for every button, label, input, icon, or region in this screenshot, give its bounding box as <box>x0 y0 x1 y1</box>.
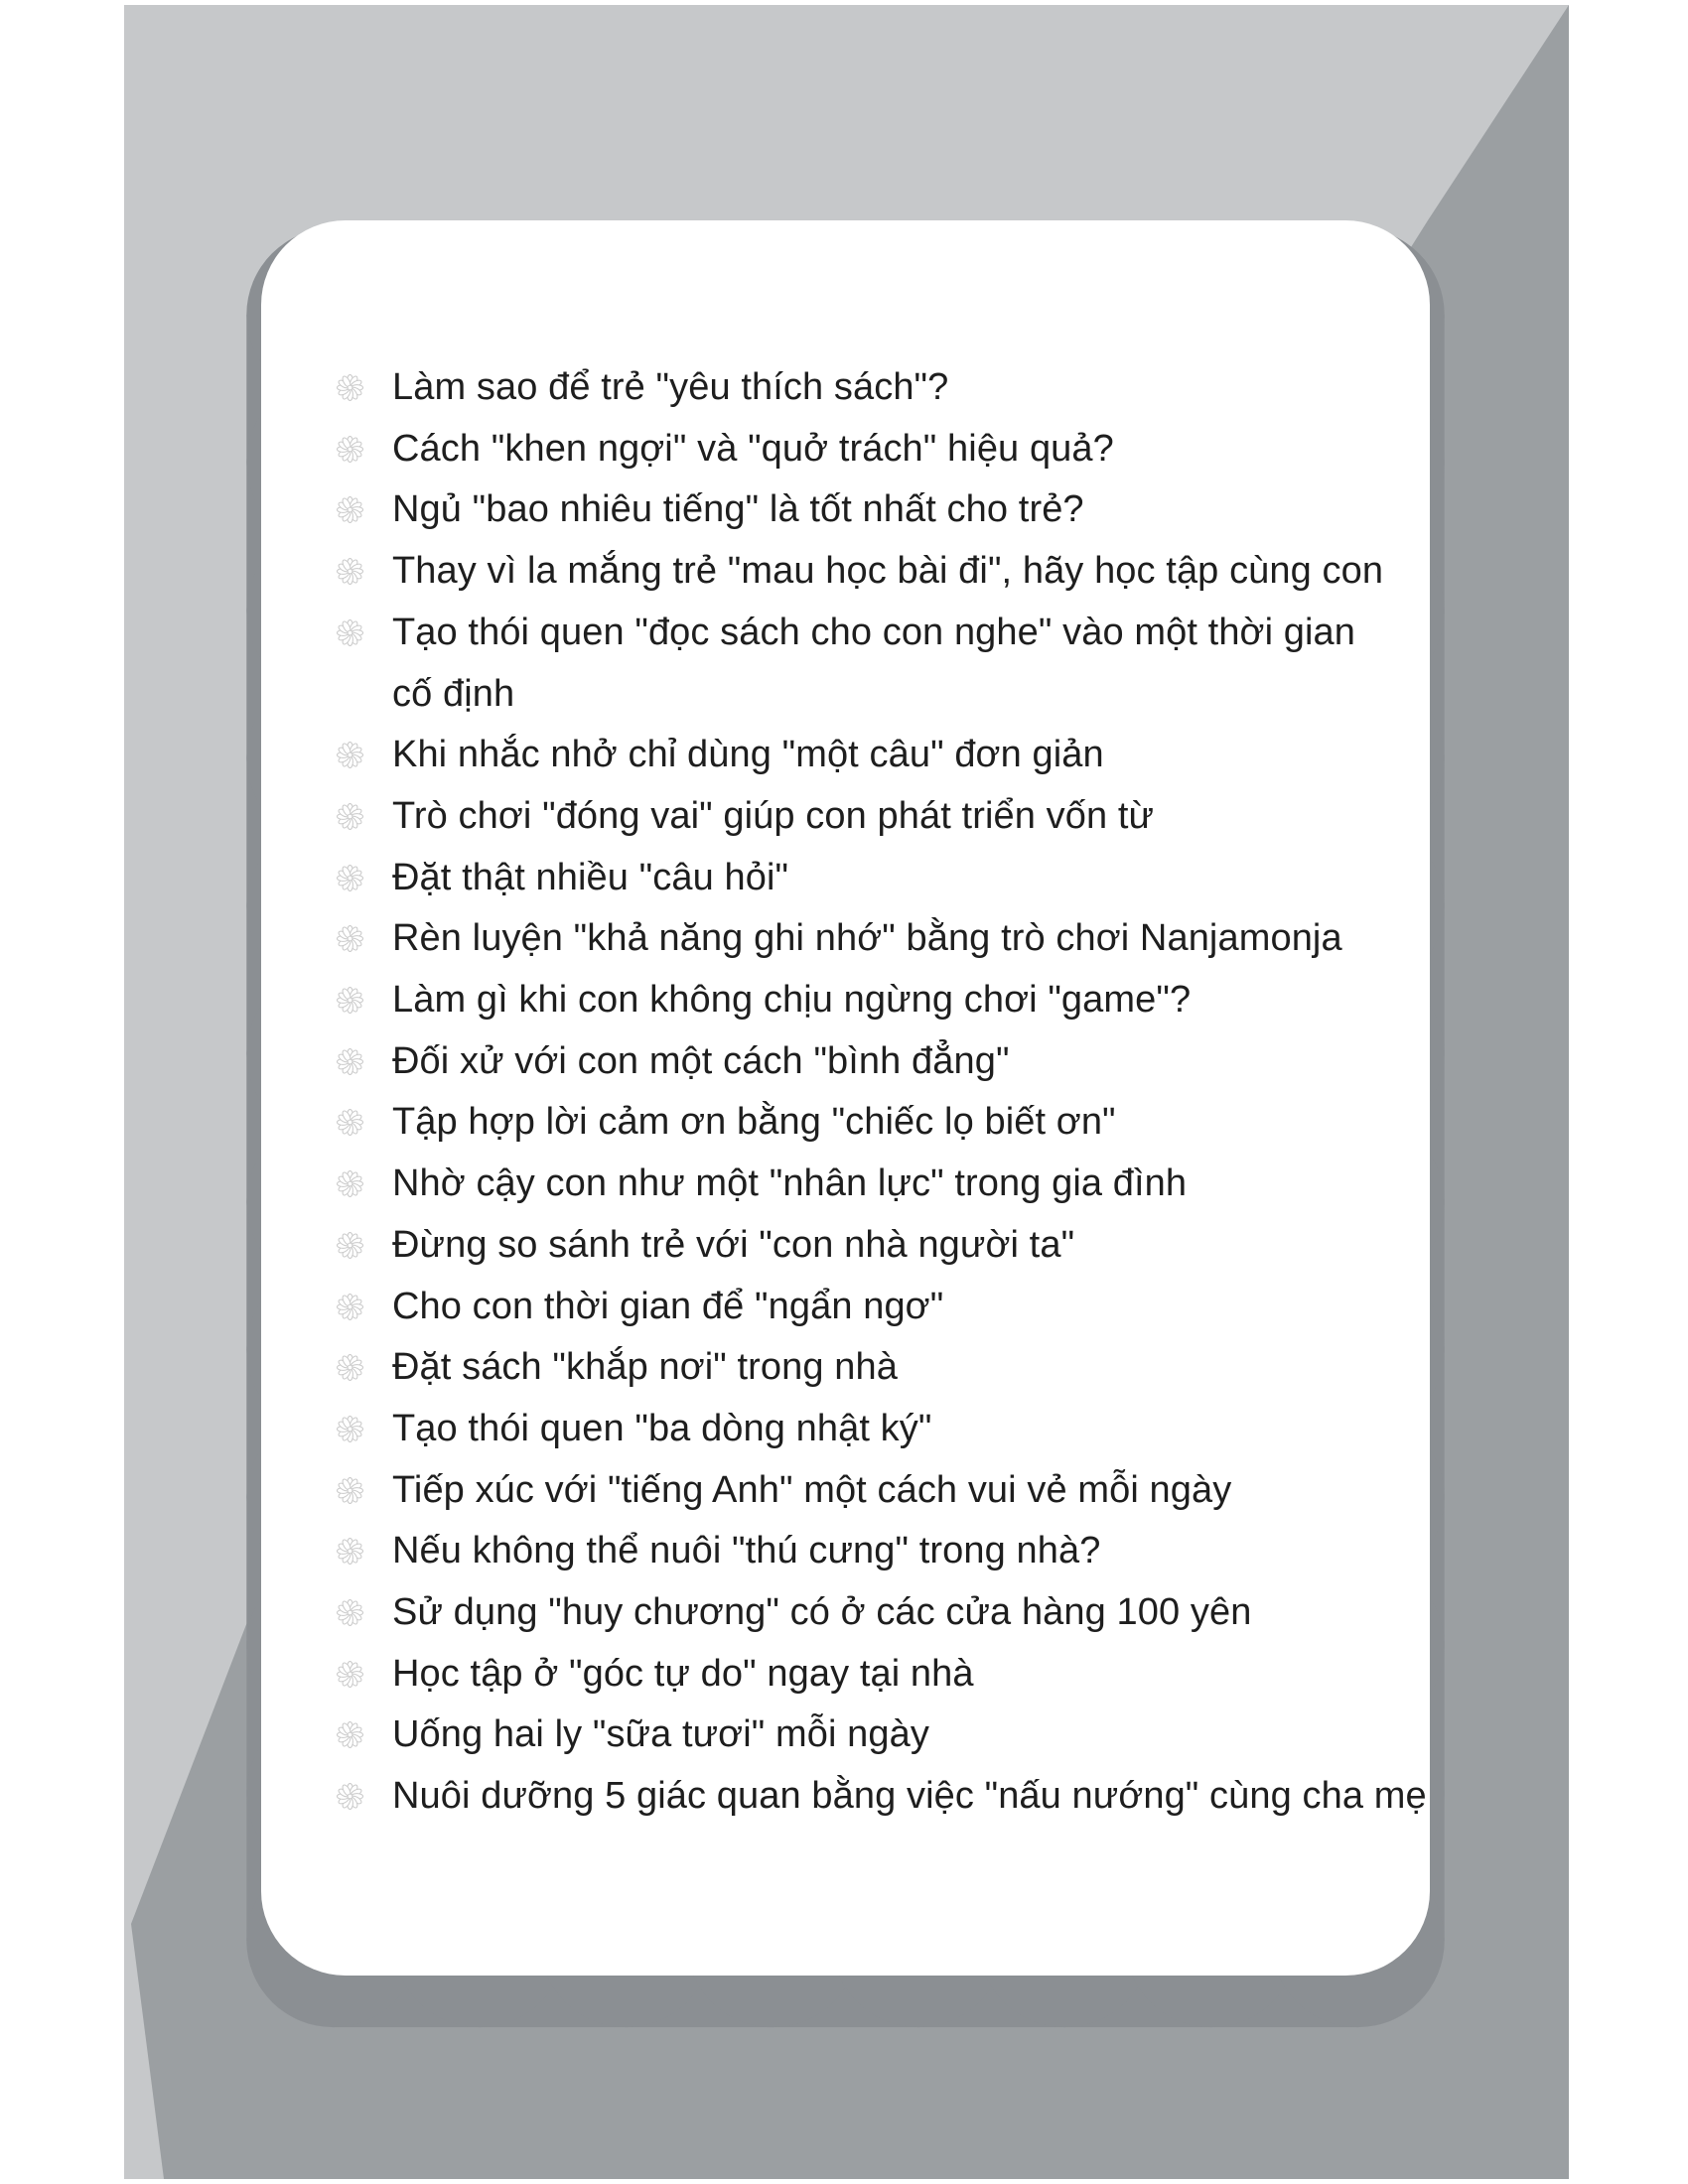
flower-bullet-icon <box>328 1477 392 1504</box>
list-item <box>328 1460 1440 1522</box>
list-item <box>328 1277 1440 1338</box>
list-item <box>328 603 1440 725</box>
list-item <box>328 1521 1440 1582</box>
flower-bullet-icon <box>328 1599 392 1626</box>
list-item <box>328 1154 1440 1215</box>
list-item-text-line1: Trò chơi "đóng vai" giúp con phát triển vốn từ <box>392 794 1155 837</box>
flower-bullet-icon <box>328 1232 392 1259</box>
list-item-text <box>392 357 948 419</box>
list-item <box>328 1766 1440 1828</box>
flower-bullet-icon <box>328 1354 392 1381</box>
list-item-text <box>392 1277 943 1338</box>
list-item-text <box>392 1399 931 1460</box>
list-item-text-line1: Uống hai ly "sữa tươi" mỗi ngày <box>392 1713 929 1756</box>
list-item <box>328 908 1440 970</box>
list-item <box>328 1092 1440 1154</box>
list-item-text-line1: Nếu không thể nuôi "thú cưng" trong nhà? <box>392 1530 1101 1572</box>
list-item-text <box>392 1031 1010 1093</box>
list-item <box>328 1705 1440 1766</box>
list-item-text <box>392 908 1342 970</box>
flower-bullet-icon <box>328 496 392 523</box>
topics-list <box>328 357 1440 1828</box>
list-item <box>328 1337 1440 1399</box>
list-item-text-line1: Tạo thói quen "ba dòng nhật ký" <box>392 1407 932 1449</box>
list-item-text <box>392 786 1154 848</box>
flower-bullet-icon <box>328 742 392 768</box>
list-item <box>328 1215 1440 1277</box>
list-item-text <box>392 1154 1187 1215</box>
list-item-text <box>392 848 788 909</box>
flower-bullet-icon <box>328 803 392 830</box>
list-item-text-line1: Tiếp xúc với "tiếng Anh" một cách vui vẻ mỗi ngày <box>392 1468 1232 1511</box>
list-item <box>328 1644 1440 1706</box>
list-item-text <box>392 541 1383 603</box>
list-item-text <box>392 419 1114 480</box>
flower-bullet-icon <box>328 619 392 646</box>
list-item-text-line1: Đặt thật nhiều "câu hỏi" <box>392 856 789 898</box>
list-item-text-line1: Học tập ở "góc tự do" ngay tại nhà <box>392 1652 974 1695</box>
list-item <box>328 357 1440 419</box>
flower-bullet-icon <box>328 865 392 891</box>
list-item-text-line1: Cho con thời gian để "ngẩn ngơ" <box>392 1285 944 1327</box>
list-item-text-line1: Đặt sách "khắp nơi" trong nhà <box>392 1346 898 1389</box>
flower-bullet-icon <box>328 436 392 463</box>
flower-bullet-icon <box>328 1109 392 1136</box>
list-item <box>328 1399 1440 1460</box>
list-item <box>328 848 1440 909</box>
list-item-text <box>392 1215 1074 1277</box>
list-item-text-line1: Khi nhắc nhở chỉ dùng "một câu" đơn giản <box>392 734 1104 776</box>
list-item-text <box>392 1521 1100 1582</box>
list-item-text <box>392 1705 929 1766</box>
flower-bullet-icon <box>328 1721 392 1748</box>
list-item <box>328 1582 1440 1644</box>
list-item-text-line1: Nhờ cậy con như một "nhân lực" trong gia đình <box>392 1162 1188 1205</box>
list-item-text-line1: Làm sao để trẻ "yêu thích sách"? <box>392 366 949 408</box>
list-item <box>328 970 1440 1031</box>
list-item-text-line1: Thay vì la mắng trẻ "mau học bài đi", hãy học tập cùng con <box>392 550 1384 593</box>
list-item <box>328 479 1440 541</box>
list-item <box>328 1031 1440 1093</box>
list-item-text <box>392 1460 1231 1522</box>
list-item-text <box>392 1092 1116 1154</box>
list-item <box>328 419 1440 480</box>
flower-bullet-icon <box>328 558 392 585</box>
flower-bullet-icon <box>328 987 392 1014</box>
flower-bullet-icon <box>328 374 392 401</box>
list-item-text <box>392 725 1104 786</box>
list-item-text-line1: Ngủ "bao nhiêu tiếng" là tốt nhất cho trẻ? <box>392 488 1084 531</box>
list-item-text <box>392 479 1084 541</box>
list-item <box>328 541 1440 603</box>
list-item-text-line1: Cách "khen ngợi" và "quở trách" hiệu quả? <box>392 427 1114 470</box>
list-item-text-line1: Đối xử với con một cách "bình đẳng" <box>392 1039 1010 1082</box>
list-item-text-line1: Sử dụng "huy chương" có ở các cửa hàng 100 yên <box>392 1591 1252 1634</box>
flower-bullet-icon <box>328 1661 392 1688</box>
flower-bullet-icon <box>328 925 392 952</box>
list-item-text-line1: Rèn luyện "khả năng ghi nhớ" bằng trò chơi Nanjamonja <box>392 917 1342 960</box>
list-item-text-line1: Tập hợp lời cảm ơn bằng "chiếc lọ biết ơn" <box>392 1101 1116 1144</box>
list-item-text-line2: cố định <box>392 672 515 715</box>
flower-bullet-icon <box>328 1538 392 1565</box>
list-item-text <box>392 1582 1251 1644</box>
list-item-text <box>392 1644 974 1706</box>
list-item-text-line1: Tạo thói quen "đọc sách cho con nghe" vào một thời gian <box>392 611 1356 653</box>
list-item <box>328 786 1440 848</box>
flower-bullet-icon <box>328 1416 392 1442</box>
list-item <box>328 725 1440 786</box>
flower-bullet-icon <box>328 1048 392 1075</box>
list-item-text <box>392 603 1355 725</box>
list-item-text <box>392 970 1191 1031</box>
flower-bullet-icon <box>328 1294 392 1320</box>
flower-bullet-icon <box>328 1170 392 1197</box>
list-item-text-line1: Đừng so sánh trẻ với "con nhà người ta" <box>392 1223 1075 1266</box>
list-item-text-line1: Làm gì khi con không chịu ngừng chơi "game"? <box>392 979 1192 1022</box>
list-item-text-line1: Nuôi dưỡng 5 giác quan bằng việc "nấu nướng" cùng cha mẹ <box>392 1775 1427 1818</box>
list-item-text <box>392 1766 1427 1828</box>
list-item-text <box>392 1337 898 1399</box>
flower-bullet-icon <box>328 1783 392 1810</box>
